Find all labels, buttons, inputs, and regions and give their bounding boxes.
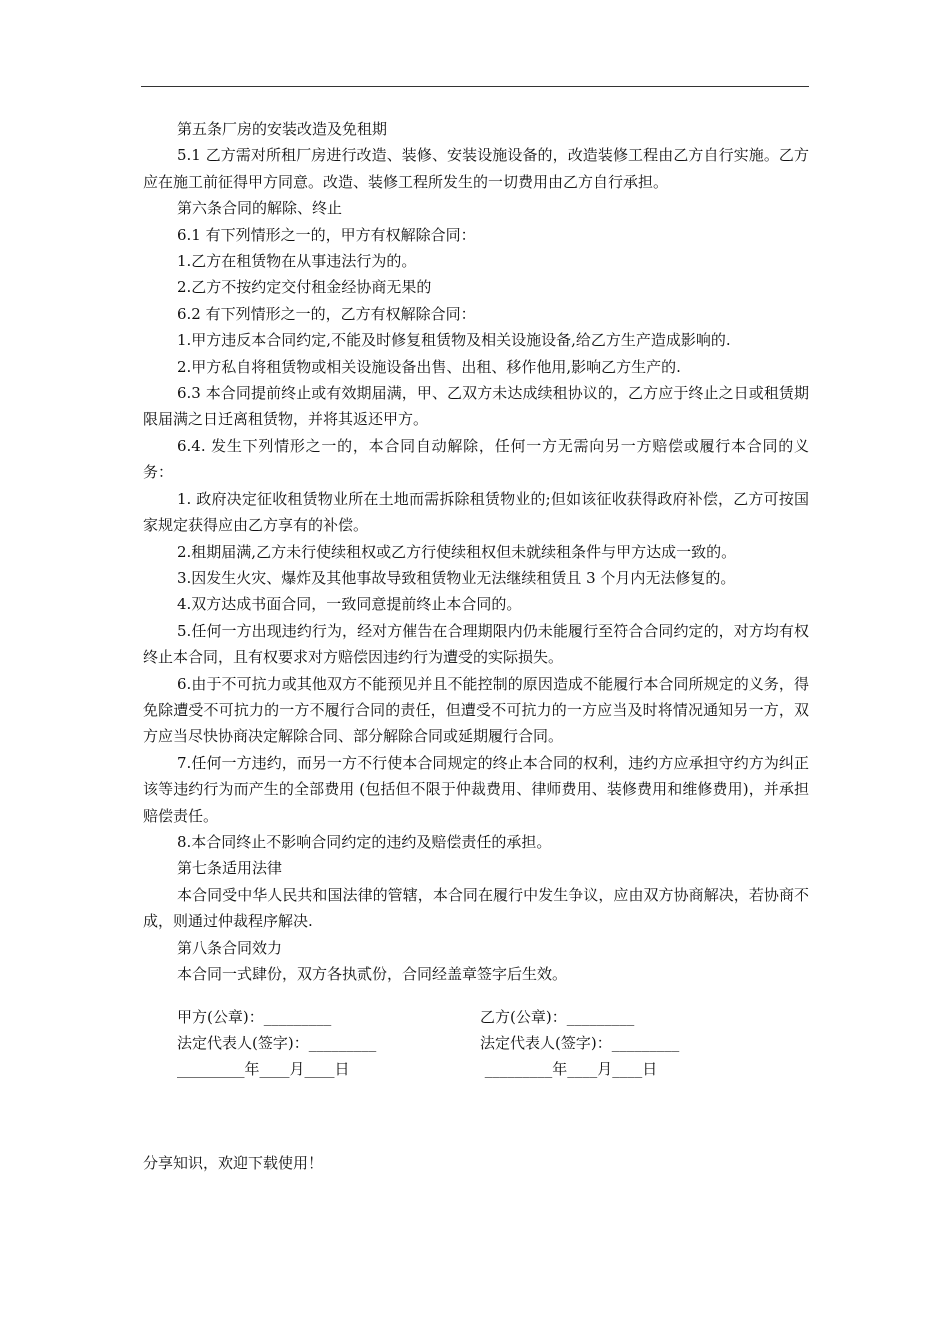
- clause-6-2-item-2: 2.甲方私自将租赁物或相关设施设备出售、出租、移作他用,影响乙方生产的.: [177, 357, 681, 376]
- article-8-heading: 第八条合同效力: [177, 938, 283, 957]
- clause-6-1-item-1: 1.乙方在租赁物在从事违法行为的。: [177, 252, 417, 271]
- clause-6-3: 6.3 本合同提前终止或有效期届满，甲、乙双方未达成续租协议的，乙方应于终止之日或租赁期限届满之日迁离租赁物，并将其返还甲方。: [143, 384, 809, 429]
- clause-6-4-item-1: 1. 政府决定征收租赁物业所在土地而需拆除租赁物业的;但如该征收获得政府补偿，乙方可按国家规定获得应由乙方享有的补偿。: [143, 489, 809, 535]
- article-6-heading: 第六条合同的解除、终止: [177, 199, 343, 218]
- clause-6-4-item-7: 7.任何一方违约，而另一方不行使本合同规定的终止本合同的权利，违约方应承担守约方为纠正该等违约行为而产生的全部费用 (包括但不限于仲裁费用、律师费用、装修费用和维修费用)，并承担赔偿责任。: [143, 753, 809, 825]
- clause-6-4-item-6: 6.由于不可抗力或其他双方不能预见并且不能控制的原因造成不能履行本合同所规定的义务，得免除遭受不可抗力的一方不履行合同的责任，但遭受不可抗力的一方应当及时将情况通知另一方，双方应当尽快协商决定解除合同、部分解除合同或延期履行合同。: [143, 674, 809, 746]
- contract-body: [143, 116, 809, 987]
- party-a-rep-line: 法定代表人(签字)：_________: [177, 1034, 377, 1052]
- clause-6-4: 6.4. 发生下列情形之一的，本合同自动解除，任何一方无需向另一方赔偿或履行本合同的义务：: [143, 436, 809, 482]
- party-b-date-line: _________年____月____日: [480, 1060, 658, 1078]
- clause-6-4-item-4: 4.双方达成书面合同，一致同意提前终止本合同的。: [177, 595, 522, 614]
- clause-6-4-item-8: 8.本合同终止不影响合同约定的违约及赔偿责任的承担。: [177, 832, 552, 851]
- article-7-text: 本合同受中华人民共和国法律的管辖，本合同在履行中发生争议，应由双方协商解决，若协商不成，则通过仲裁程序解决.: [143, 885, 809, 931]
- clause-5-1: 5.1 乙方需对所租厂房进行改造、装修、安装设施设备的，改造装修工程由乙方自行实施。乙方应在施工前征得甲方同意。改造、装修工程所发生的一切费用由乙方自行承担。: [143, 146, 809, 191]
- clause-6-2-item-1: 1.甲方违反本合同约定,不能及时修复租赁物及相关设施设备,给乙方生产造成影响的.: [177, 331, 731, 350]
- clause-6-1: 6.1 有下列情形之一的，甲方有权解除合同：: [177, 225, 476, 244]
- article-8-text: 本合同一式肆份，双方各执贰份，合同经盖章签字后生效。: [177, 965, 568, 983]
- clause-6-4-item-5: 5.任何一方出现违约行为，经对方催告在合理期限内仍未能履行至符合合同约定的，对方均有权终止本合同，且有权要求对方赔偿因违约行为遭受的实际损失。: [143, 621, 809, 667]
- party-a-date-line: _________年____月____日: [177, 1060, 350, 1078]
- article-7-heading: 第七条适用法律: [177, 859, 283, 878]
- header-rule: [141, 86, 809, 87]
- clause-6-2: 6.2 有下列情形之一的，乙方有权解除合同：: [177, 304, 476, 323]
- clause-6-4-item-3: 3.因发生火灾、爆炸及其他事故导致租赁物业无法继续租赁且 3 个月内无法修复的。: [177, 568, 736, 587]
- clause-6-4-item-2: 2.租期届满,乙方未行使续租权或乙方行使续租权但未就续租条件与甲方达成一致的。: [177, 542, 737, 561]
- party-a-seal-line: 甲方(公章)：_________: [177, 1008, 332, 1026]
- party-b-rep-line: 法定代表人(签字)：_________: [480, 1034, 680, 1052]
- footer-note: 分享知识，欢迎下载使用！: [143, 1154, 324, 1172]
- article-5-heading: 第五条厂房的安装改造及免租期: [177, 120, 388, 138]
- clause-6-1-item-2: 2.乙方不按约定交付租金经协商无果的: [177, 278, 432, 297]
- party-b-seal-line: 乙方(公章)：_________: [480, 1008, 635, 1026]
